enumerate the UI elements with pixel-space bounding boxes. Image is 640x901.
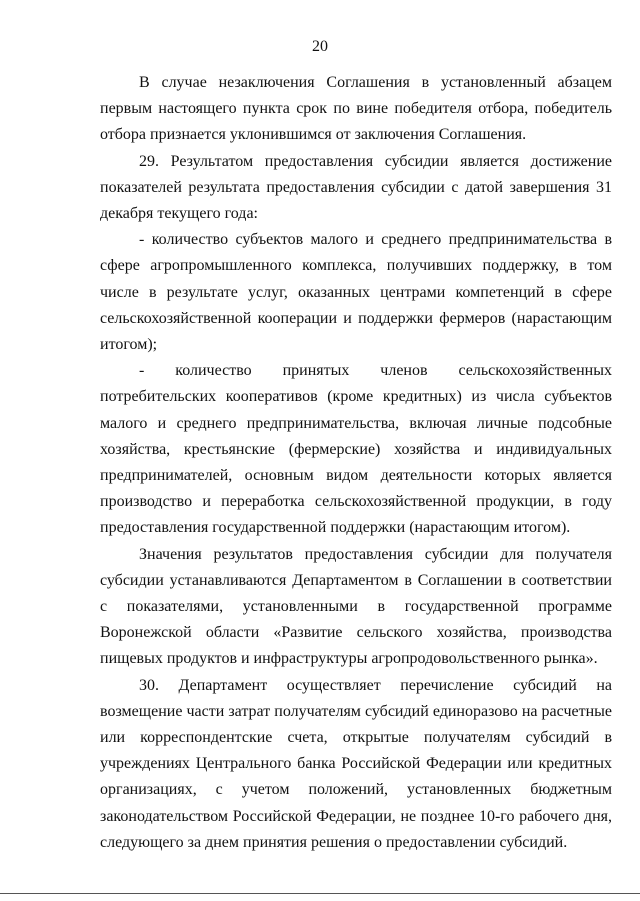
document-body bbox=[100, 70, 612, 856]
paragraph-item-30: 30. Департамент осуществляет перечисление субсидий на возмещение части затрат получателям субсидий единоразово на расчетные или корреспондентские счета, открытые получателям субсидий в учреждениях Центрального банка Российской Федерации или кредитных организациях, с учетом положений, установленных бюджетным законодательством Российской Федерации, не позднее 10-го рабочего дня, следующего за днем принятия решения о предоставлении субсидий. bbox=[100, 676, 612, 851]
paragraph-result-values: Значения результатов предоставления субсидии для получателя субсидии устанавливаются Департаментом в Соглашении в соответствии с показателями, установленными в государственной программе Воронежской области «Развитие сельского хозяйства, производства пищевых продуктов и инфраструктуры агропродовольственного рынка». bbox=[100, 545, 612, 668]
footer-divider bbox=[0, 893, 640, 894]
page-number: 20 bbox=[312, 38, 328, 55]
paragraph-indicator-subjects: - количество субъектов малого и среднего предпринимательства в сфере агропромышленного комплекса, получивших поддержку, в том числе в результате услуг, оказанных центрами компетенций в сфере сельскохозяйственной кооперации и поддержки фермеров (нарастающим итогом); bbox=[100, 231, 612, 354]
paragraph-non-conclusion: В случае незаключения Соглашения в установленный абзацем первым настоящего пункта срок по вине победителя отбора, победитель отбора признается уклонившимся от заключения Соглашения. bbox=[100, 74, 612, 144]
paragraph-indicator-members: - количество принятых членов сельскохозяйственных потребительских кооперативов (кроме кредитных) из числа субъектов малого и среднего предпринимательства, включая личные подсобные хозяйства, крестьянские (фермерские) хозяйства и индивидуальных предпринимателей, основным видом деятельности которых является производство и переработка сельскохозяйственной продукции, в году предоставления государственной поддержки (нарастающим итогом). bbox=[100, 362, 612, 537]
paragraph-item-29: 29. Результатом предоставления субсидии является достижение показателей результата предоставления субсидии с датой завершения 31 декабря текущего года: bbox=[100, 152, 612, 223]
